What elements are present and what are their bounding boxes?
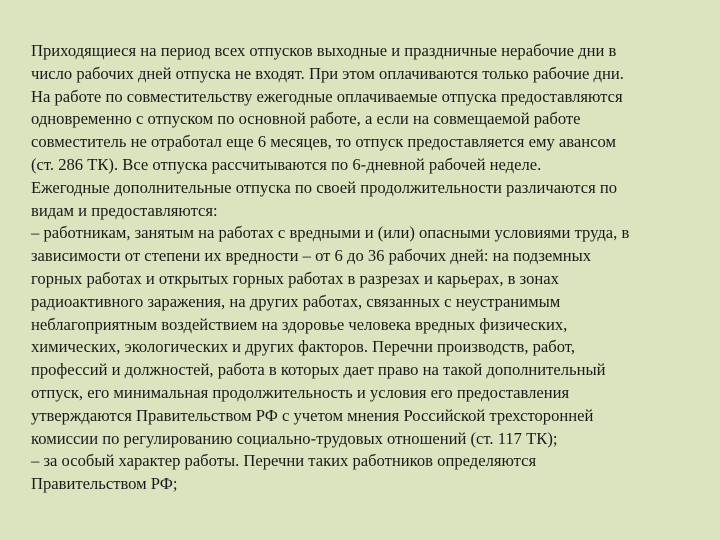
text-line: горных работах и открытых горных работах в разрезах и карьерах, в зонах	[31, 268, 559, 288]
text-line: совместитель не отработал еще 6 месяцев, то отпуск предоставляется ему авансом	[31, 132, 616, 152]
text-line: радиоактивного заражения, на других работах, связанных с неустранимым	[31, 291, 561, 311]
text-line: неблагоприятным воздействием на здоровье человека вредных физических,	[31, 314, 568, 334]
text-line: – работникам, занятым на работах с вредными и (или) опасными условиями труда, в	[31, 223, 630, 243]
text-line: профессий и должностей, работа в которых дает право на такой дополнительный	[31, 360, 606, 380]
text-line: химических, экологических и других факторов. Перечни производств, работ,	[31, 337, 575, 357]
text-line: – за особый характер работы. Перечни таких работников определяются	[31, 451, 537, 471]
text-line: комиссии по регулированию социально-трудовых отношений (ст. 117 ТК);	[31, 428, 558, 448]
text-line: зависимости от степени их вредности – от 6 до 36 рабочих дней: на подземных	[31, 246, 592, 266]
text-line: отпуск, его минимальная продолжительность и условия его предоставления	[31, 382, 570, 402]
text-line: Приходящиеся на период всех отпусков выходные и праздничные нерабочие дни в	[31, 41, 617, 60]
body-text	[31, 40, 695, 496]
text-line: одновременно с отпуском по основной работе, а если на совмещаемой работе	[31, 109, 581, 129]
text-line: Ежегодные дополнительные отпуска по своей продолжительности различаются по	[31, 177, 618, 197]
text-line: видам и предоставляются:	[31, 200, 218, 220]
text-line: число рабочих дней отпуска не входят. При этом оплачиваются только рабочие дни.	[31, 63, 624, 83]
text-line: Правительством РФ;	[31, 474, 178, 494]
text-line: На работе по совместительству ежегодные оплачиваемые отпуска предоставляются	[31, 86, 623, 106]
text-line: (ст. 286 ТК). Все отпуска рассчитываются по 6-дневной рабочей неделе.	[31, 154, 542, 174]
text-line: утверждаются Правительством РФ с учетом мнения Российской трехсторонней	[31, 405, 594, 425]
